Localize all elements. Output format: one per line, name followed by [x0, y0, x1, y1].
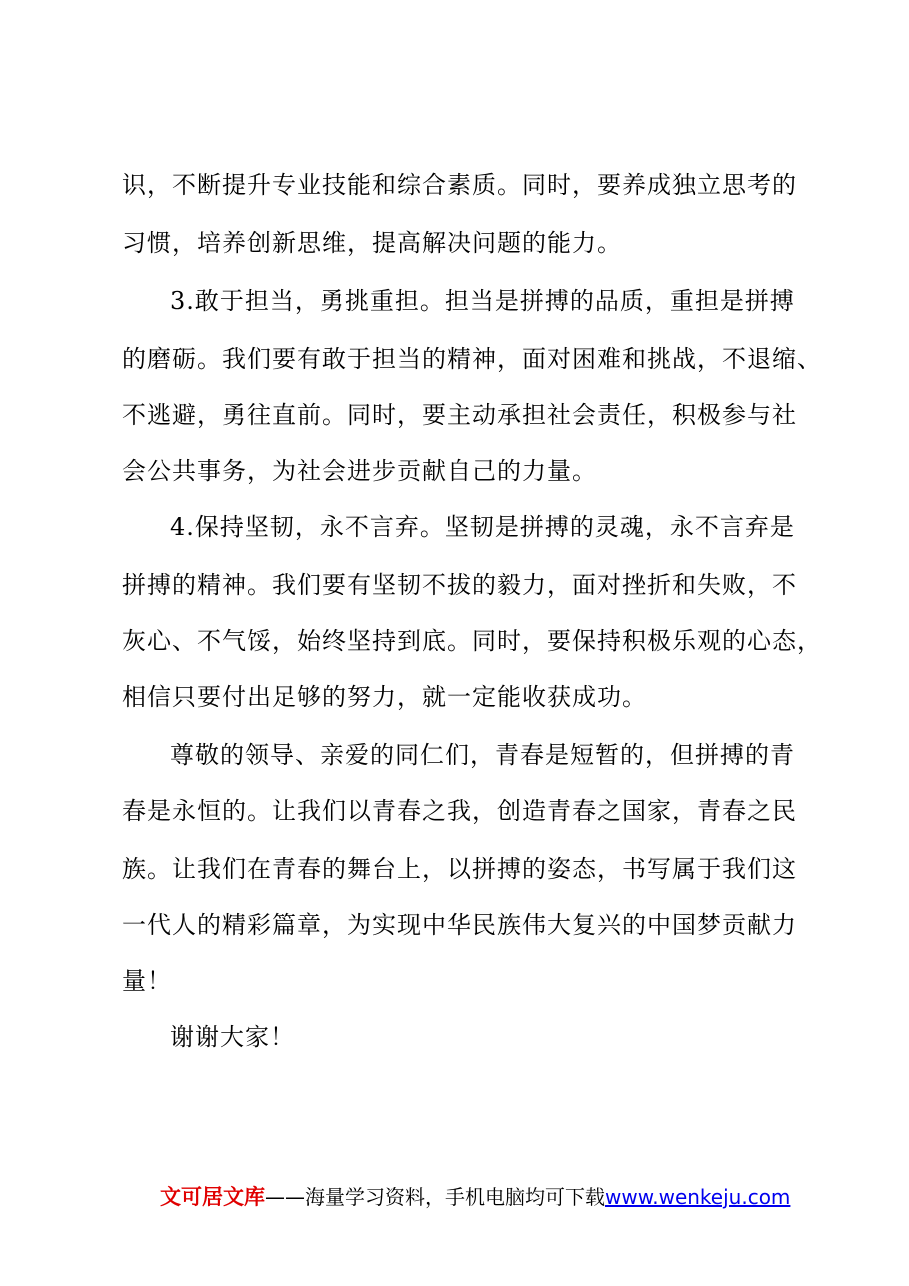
- closing-paragraph-start: 尊敬的领导、亲爱的同仁们，青春是短暂的，但拼搏的青: [170, 741, 795, 769]
- paragraph-3-start: 3.敢于担当，勇挑重担。担当是拼搏的品质，重担是拼搏: [170, 287, 795, 315]
- text-line: 灰心、不气馁，始终坚持到底。同时，要保持积极乐观的心态，: [122, 627, 822, 655]
- footer-brand: 文可居文库: [160, 1185, 265, 1209]
- text-line: 族。让我们在青春的舞台上，以拼搏的姿态，书写属于我们这: [122, 855, 797, 883]
- text-line: 一代人的精彩篇章，为实现中华民族伟大复兴的中国梦贡献力: [122, 911, 797, 939]
- text-line: 的磨砺。我们要有敢于担当的精神，面对困难和挑战，不退缩、: [122, 345, 822, 373]
- text-line: 会公共事务，为社会进步贡献自己的力量。: [122, 457, 597, 485]
- footer-slogan: ——海量学习资料，手机电脑均可下载: [265, 1185, 605, 1209]
- text-line: 不逃避，勇往直前。同时，要主动承担社会责任，积极参与社: [122, 401, 797, 429]
- footer-website-link[interactable]: www.wenkeju.com: [605, 1185, 791, 1209]
- text-line: 习惯，培养创新思维，提高解决问题的能力。: [122, 229, 622, 257]
- text-line: 量！: [122, 967, 172, 995]
- text-line: 拼搏的精神。我们要有坚韧不拔的毅力，面对挫折和失败，不: [122, 571, 797, 599]
- text-line: 相信只要付出足够的努力，就一定能收获成功。: [122, 683, 647, 711]
- footer-banner: [160, 1182, 790, 1212]
- thanks-line: 谢谢大家！: [170, 1023, 295, 1051]
- text-line: 识，不断提升专业技能和综合素质。同时，要养成独立思考的: [122, 171, 797, 199]
- text-line: 春是永恒的。让我们以青春之我，创造青春之国家，青春之民: [122, 797, 797, 825]
- paragraph-4-start: 4.保持坚韧，永不言弃。坚韧是拼搏的灵魂，永不言弃是: [170, 513, 795, 541]
